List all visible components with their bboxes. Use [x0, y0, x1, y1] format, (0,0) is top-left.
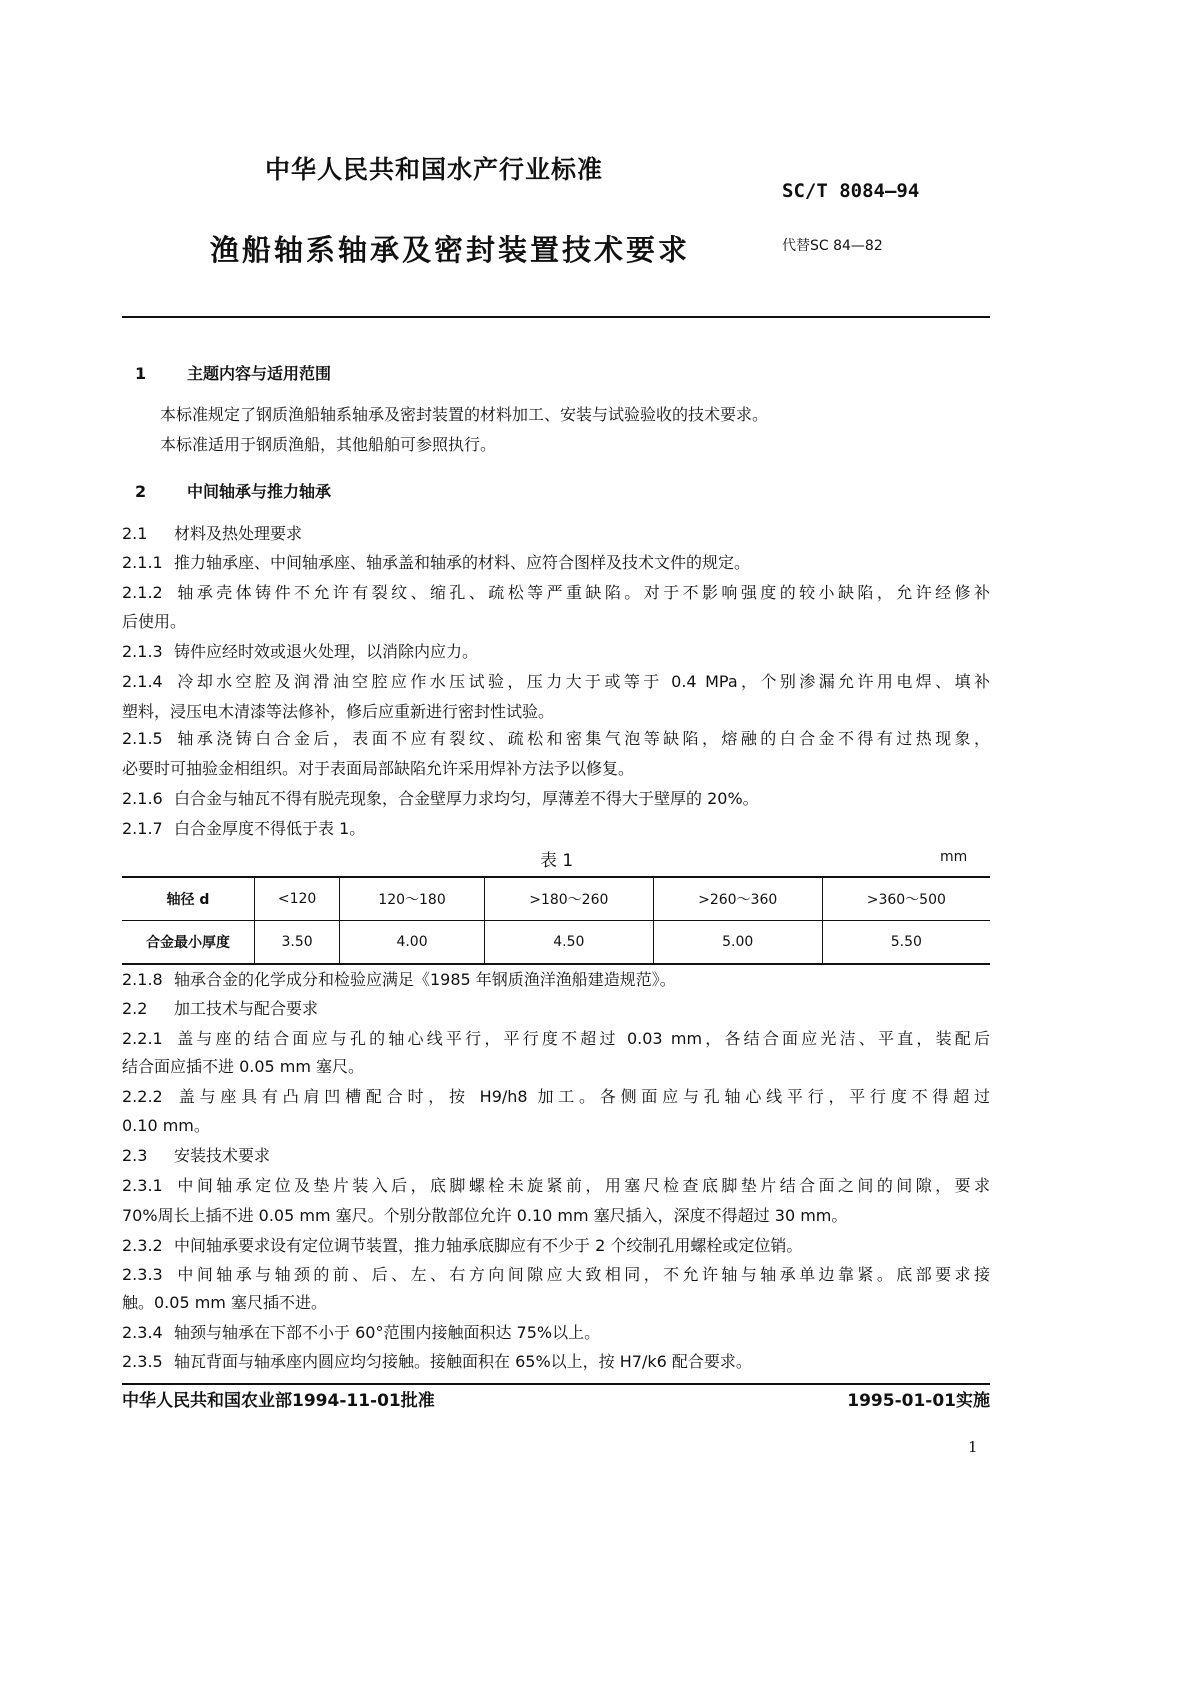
paragraph-line [122, 818, 990, 840]
clause-text: 盖与座具有凸肩凹槽配合时，按 H9/h8 加工。各侧面应与孔轴心线平行，平行度不得超过 [174, 1087, 990, 1106]
clause-text: 推力轴承座、中间轴承座、轴承盖和轴承的材料、应符合图样及技术文件的规定。 [174, 553, 751, 572]
clause-text: 中间轴承定位及垫片装入后，底脚螺栓未旋紧前，用塞尺检查底脚垫片结合面之间的间隙，要求 [174, 1176, 990, 1195]
paragraph-line [122, 582, 990, 604]
clause-text: 后使用。 [122, 612, 187, 631]
clause-number: 2.1.8 [122, 970, 163, 989]
paragraph-line [122, 1235, 990, 1257]
table-cell: 5.00 [653, 921, 822, 965]
clause-text: 白合金厚度不得低于表 1。 [174, 819, 366, 838]
paragraph-line [160, 404, 990, 426]
clause-text: 触。0.05 mm 塞尺插不进。 [122, 1293, 327, 1312]
section-heading [135, 481, 990, 503]
clause-text: 轴颈与轴承在下部不小于 60°范围内接触面积达 75%以上。 [174, 1323, 601, 1342]
clause-text: 加工技术与配合要求 [174, 999, 319, 1018]
paragraph-line [122, 1264, 990, 1286]
thickness-table [122, 876, 990, 965]
page-number: 1 [968, 1438, 978, 1456]
paragraph-line [122, 1115, 990, 1137]
replaces-note: 代替SC 84—82 [782, 238, 883, 254]
paragraph-line [122, 523, 990, 545]
clause-text: 本标准规定了钢质渔船轴系轴承及密封装置的材料加工、安装与试验验收的技术要求。 [160, 405, 769, 424]
clause-number: 2.1.2 [122, 583, 163, 602]
clause-text: 铸件应经时效或退火处理，以消除内应力。 [174, 642, 479, 661]
paragraph-line [122, 611, 990, 633]
paragraph-line [122, 671, 990, 693]
table-cell: 5.50 [822, 921, 990, 965]
paragraph-line [122, 788, 990, 810]
clause-number: 2.1.3 [122, 642, 163, 661]
table-cell: 3.50 [255, 921, 340, 965]
clause-number: 2.1.1 [122, 553, 163, 572]
clause-number: 2.1.4 [122, 672, 163, 691]
clause-text: 冷却水空腔及润滑油空腔应作水压试验，压力大于或等于 0.4 MPa，个别渗漏允许用电焊、填补 [174, 672, 990, 691]
table-cell: 4.00 [340, 921, 485, 965]
clause-text: 轴承合金的化学成分和检验应满足《1985 年钢质渔洋渔船建造规范》。 [174, 970, 676, 989]
clause-number: 2.3.4 [122, 1323, 163, 1342]
paragraph-line [122, 1322, 990, 1344]
paragraph-line [122, 641, 990, 663]
footer-divider [122, 1383, 990, 1385]
table-cell: >260～360 [653, 877, 822, 921]
clause-text: 主题内容与适用范围 [187, 364, 332, 383]
clause-text: 0.10 mm。 [122, 1116, 210, 1135]
clause-text: 必要时可抽验金相组织。对于表面局部缺陷允许采用焊补方法予以修复。 [122, 759, 635, 778]
clause-text: 轴瓦背面与轴承座内圆应均匀接触。接触面积在 65%以上，按 H7/k6 配合要求。 [174, 1352, 752, 1371]
paragraph-line [122, 1056, 990, 1078]
paragraph-line [122, 1086, 990, 1108]
clause-number: 2 [135, 482, 147, 501]
clause-number: 2.1.7 [122, 819, 163, 838]
table-row [122, 921, 990, 965]
clause-number: 2.3.1 [122, 1176, 163, 1195]
table-cell: 合金最小厚度 [122, 921, 255, 965]
standard-code: SC/T 8084—94 [782, 180, 920, 202]
clause-text: 中间轴承要求设有定位调节装置，推力轴承底脚应有不少于 2 个绞制孔用螺栓或定位销。 [174, 1236, 803, 1255]
paragraph-line [122, 998, 990, 1020]
clause-text: 结合面应插不进 0.05 mm 塞尺。 [122, 1057, 365, 1076]
org-title: 中华人民共和国水产行业标准 [265, 155, 604, 184]
effective-date: 1995-01-01实施 [847, 1391, 990, 1411]
header-divider [122, 316, 990, 318]
table-cell: <120 [255, 877, 340, 921]
table-cell: 4.50 [484, 921, 653, 965]
clause-text: 轴承浇铸白合金后，表面不应有裂纹、疏松和密集气泡等缺陷，熔融的白合金不得有过热现象， [174, 729, 990, 748]
clause-text: 白合金与轴瓦不得有脱壳现象，合金壁厚力求均匀，厚薄差不得大于壁厚的 20%。 [174, 789, 759, 808]
section-heading [135, 363, 990, 385]
clause-number: 2.1 [122, 524, 148, 543]
clause-number: 2.3.5 [122, 1352, 163, 1371]
clause-text: 轴承壳体铸件不允许有裂纹、缩孔、疏松等严重缺陷。对于不影响强度的较小缺陷，允许经修补 [174, 583, 990, 602]
clause-number: 2.3 [122, 1146, 148, 1165]
clause-text: 塑料，浸压电木清漆等法修补，修后应重新进行密封性试验。 [122, 702, 555, 721]
paragraph-line [122, 1028, 990, 1050]
clause-text: 70%周长上插不进 0.05 mm 塞尺。个别分散部位允许 0.10 mm 塞尺插入，深度不得超过 30 mm。 [122, 1206, 848, 1225]
table-unit: mm [940, 849, 968, 865]
clause-number: 2.2.1 [122, 1029, 163, 1048]
clause-text: 本标准适用于钢质渔船，其他船舶可参照执行。 [160, 435, 497, 454]
clause-number: 2.3.2 [122, 1236, 163, 1255]
paragraph-line [122, 969, 990, 991]
clause-text: 盖与座的结合面应与孔的轴心线平行，平行度不超过 0.03 mm，各结合面应光洁、平直，装配后 [174, 1029, 990, 1048]
table-caption: 表 1 [540, 851, 574, 871]
table-cell: 120～180 [340, 877, 485, 921]
paragraph-line [122, 701, 990, 723]
paragraph-line [122, 1292, 990, 1314]
table-cell: >360～500 [822, 877, 990, 921]
clause-number: 2.1.5 [122, 729, 163, 748]
clause-number: 1 [135, 364, 147, 383]
clause-number: 2.2 [122, 999, 148, 1018]
paragraph-line [122, 728, 990, 750]
paragraph-line [160, 434, 990, 456]
clause-number: 2.3.3 [122, 1265, 163, 1284]
clause-text: 中间轴承与轴颈的前、后、左、右方向间隙应大致相同，不允许轴与轴承单边靠紧。底部要求接 [174, 1265, 990, 1284]
paragraph-line [122, 552, 990, 574]
clause-number: 2.2.2 [122, 1087, 163, 1106]
table-cell: >180～260 [484, 877, 653, 921]
paragraph-line [122, 1205, 990, 1227]
clause-number: 2.1.6 [122, 789, 163, 808]
table-header-row [122, 877, 990, 921]
clause-text: 中间轴承与推力轴承 [187, 482, 332, 501]
document-title: 渔船轴系轴承及密封装置技术要求 [210, 233, 691, 267]
table-cell: 轴径 d [122, 877, 255, 921]
approval-note: 中华人民共和国农业部1994-11-01批准 [122, 1391, 435, 1411]
clause-text: 安装技术要求 [174, 1146, 271, 1165]
paragraph-line [122, 1145, 990, 1167]
paragraph-line [122, 758, 990, 780]
paragraph-line [122, 1175, 990, 1197]
paragraph-line [122, 1351, 990, 1373]
clause-text: 材料及热处理要求 [174, 524, 303, 543]
